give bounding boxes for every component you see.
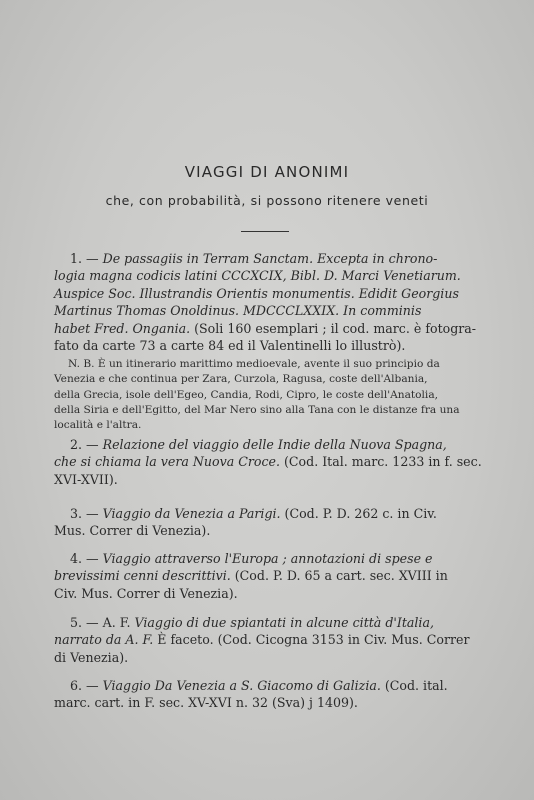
entry-5 [54,614,480,666]
entry-line [54,631,480,648]
entry-line [54,453,480,470]
italic-text: brevissimi cenni descrittivi. [54,568,231,584]
plain-text: (Cod. P. D. 65 a cart. sec. XVIII in [230,568,448,584]
entry-line [54,649,480,666]
italic-text: habet Fred. Ongania. [54,320,191,336]
plain-text: 6. — [70,678,103,693]
plain-text: È faceto. (Cod. Cicogna 3153 in Civ. Mus. Correr [153,632,470,648]
plain-text: (Cod. Ital. marc. 1233 in f. sec. [280,454,482,470]
italic-text: Viaggio di due spiantati in alcune città d'Italia, [134,615,434,630]
entry-line [54,677,480,694]
entry-line [54,585,480,602]
italic-text: Viaggio da Venezia a Parigi. [102,506,281,521]
italic-text: Martinus Thomas Onoldinus. MDCCCLXXIX. In comminis [54,303,422,319]
entry-line [54,471,480,488]
entry-line [54,250,480,267]
plain-text: (Soli 160 esemplari ; il cod. marc. è fotogra- [190,320,477,336]
italic-text: narrato da A. F. [54,632,154,648]
page-title: VIAGGI DI ANONIMI [184,163,350,181]
entry-line [54,267,480,284]
title-divider [241,231,289,232]
plain-text: marc. cart. in F. sec. XV-XVI n. 32 (Sva) j 1409). [54,695,358,711]
plain-text: 3. — [70,506,103,521]
plain-text: 2. — [70,437,103,452]
entry-line [54,522,480,539]
plain-text: Civ. Mus. Correr di Venezia). [54,585,238,601]
note-block [54,357,480,433]
note-line: della Grecia, isole dell'Egeo, Candia, Rodi, Cipro, le coste dell'Anatolia, [54,388,439,401]
note-line: Venezia e che continua per Zara, Curzola, Ragusa, coste dell'Albania, [54,373,428,386]
italic-text: logia magna codicis latini CCCXCIX, Bibl. D. Marci Venetiarum. [54,268,461,284]
entry-line [54,505,480,522]
note-line: della Siria e dell'Egitto, del Mar Nero sino alla Tana con le distanze fra una [54,403,460,416]
entry-line [54,302,480,319]
italic-text: che si chiama la vera Nuova Croce. [54,454,280,470]
italic-text: Auspice Soc. Illustrandis Orientis monumentis. Edidit Georgius [54,285,459,301]
entry-6 [54,677,480,712]
entry-line [54,337,480,354]
plain-text: fato da carte 73 a carte 84 ed il Valentinelli lo illustrò). [54,338,406,354]
italic-text: De passagiis in Terram Sanctam. Excepta in chrono- [102,251,438,266]
plain-text: Mus. Correr di Venezia). [54,523,211,539]
plain-text: 1. — [70,251,103,266]
entry-line [54,550,480,567]
entry-line [54,436,480,453]
italic-text: Viaggio attraverso l'Europa ; annotazioni di spese e [102,551,433,566]
entry-line [54,614,480,631]
entry-3 [54,505,480,540]
entry-line [54,694,480,711]
plain-text: XVI-XVII). [54,471,118,487]
entry-line [54,567,480,584]
plain-text: 4. — [70,551,103,566]
entry-line [54,285,480,302]
plain-text: 5. — A. F. [70,615,135,630]
note-line: N. B. È un itinerario marittimo medioevale, avente il suo principio da [68,358,440,370]
note-line: località e l'altra. [54,419,142,432]
entry-2 [54,436,480,488]
page-subtitle: che, con probabilità, si possono ritenere veneti [105,193,429,208]
plain-text: (Cod. ital. [380,678,448,693]
entry-line [54,320,480,337]
entry-1 [54,250,480,354]
entry-4 [54,550,480,602]
italic-text: Relazione del viaggio delle Indie della Nuova Spagna, [102,437,447,452]
italic-text: Viaggio Da Venezia a S. Giacomo di Galizia. [102,678,381,693]
plain-text: di Venezia). [54,649,129,665]
plain-text: (Cod. P. D. 262 c. in Civ. [280,506,437,521]
